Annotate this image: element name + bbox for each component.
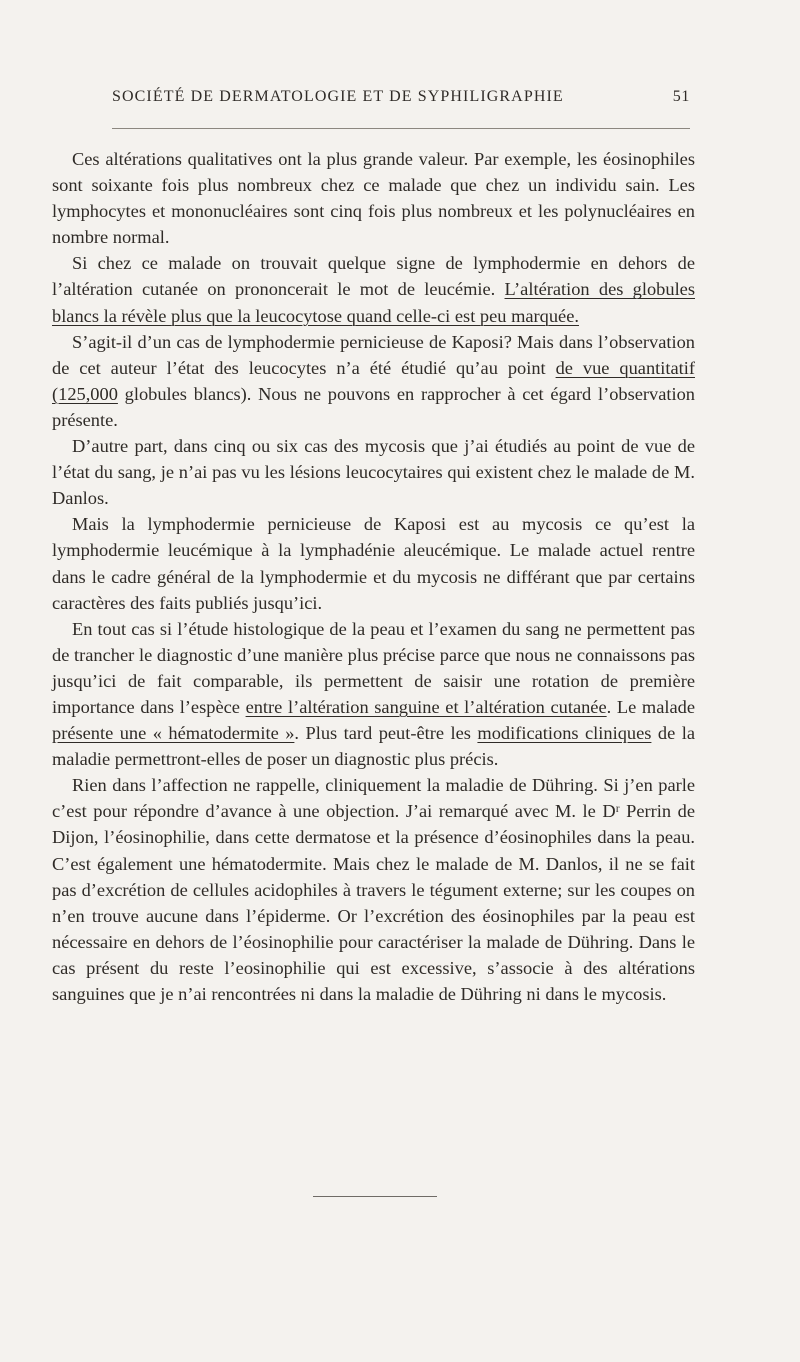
paragraph (52, 146, 695, 250)
text-run: S’agit-il d’un cas de lymphodermie pernicieuse de Kaposi? Mais dans l’observation de cet auteur l’état des leucocytes n’a été étudié qu’au point (52, 331, 695, 378)
underlined-text: L’altération des globules blancs la révèle plus que la leucocytose quand celle-ci est peu marquée. (52, 279, 695, 326)
text-run: globules blancs). Nous ne pouvons en rapprocher à cet égard l’observation présente. (52, 383, 695, 430)
text-run: Si chez ce malade on trouvait quelque signe de lymphodermie en dehors de l’altération cutanée on prononcerait le mot de leucémie. (52, 253, 695, 300)
underlined-text: modifications cliniques (477, 723, 652, 744)
text-run: Ces altérations qualitatives ont la plus grande valeur. Par exemple, les éosinophiles sont soixante fois plus nombreux chez ce malade que chez un individu sain. Les lymphocytes et mononucléaires sont cinq fois plus nombreux et les polynucléaires en nombre normal. (52, 149, 695, 248)
body-text (52, 146, 695, 1007)
underlined-text: présente une « hématodermite » (52, 723, 295, 744)
end-rule (313, 1196, 437, 1197)
paragraph (52, 250, 695, 328)
underlined-text: entre l’altération sanguine et l’altération cutanée (245, 696, 607, 717)
text-run: de la maladie permettront-elles de poser un diagnostic plus précis. (52, 723, 695, 770)
running-header (112, 88, 690, 106)
text-run: . Plus tard peut-être les (294, 723, 478, 744)
running-header-title: SOCIÉTÉ DE DERMATOLOGIE ET DE SYPHILIGRAPHIE (112, 88, 564, 105)
paragraph (52, 433, 695, 511)
text-run: Rien dans l’affection ne rappelle, cliniquement la maladie de Dühring. Si j’en parle c’est pour répondre d’avance à une objection. J’ai remarqué avec M. le Dʳ Perrin de Dijon, l’éosinophilie, dans cette dermatose et la présence d’éosinophiles dans la peau. C’est également une hématodermite. Mais chez le malade de M. Danlos, il ne se fait pas d’excrétion de cellules acidophiles à travers le tégument externe; sur les coupes on n’en trouve aucune dans l’épiderme. Or l’excrétion des éosinophiles par la peau est nécessaire en dehors de l’éosinophilie pour caractériser la malade de Dühring. Dans le cas présent du reste l’eosinophilie qui est excessive, s’associe à des altérations sanguines que je n’ai rencontrées ni dans la maladie de Dühring ni dans le mycosis. (52, 775, 695, 1004)
paragraph (52, 616, 695, 773)
underlined-text: de vue quantitatif (125,000 (52, 357, 695, 404)
paragraph (52, 329, 695, 433)
text-run: Mais la lymphodermie pernicieuse de Kaposi est au mycosis ce qu’est la lymphodermie leucémique à la lymphadénie aleucémique. Le malade actuel rentre dans le cadre général de la lymphodermie et du mycosis ne différant que par certains caractères des faits publiés jusqu’ici. (52, 514, 695, 613)
text-run: . Le malade (606, 696, 695, 717)
paragraph (52, 511, 695, 615)
paragraph (52, 772, 695, 1007)
header-rule (112, 128, 690, 129)
page-number: 51 (672, 88, 690, 105)
text-run: D’autre part, dans cinq ou six cas des mycosis que j’ai étudiés au point de vue de l’état du sang, je n’ai pas vu les lésions leucocytaires qui existent chez le malade de M. Danlos. (52, 436, 695, 509)
text-run: En tout cas si l’étude histologique de la peau et l’examen du sang ne permettent pas de trancher le diagnostic d’une manière plus précise parce que nous ne connaissons pas jusqu’ici de fait comparable, ils permettent de saisir une rotation de première importance dans l’espèce (52, 618, 695, 717)
